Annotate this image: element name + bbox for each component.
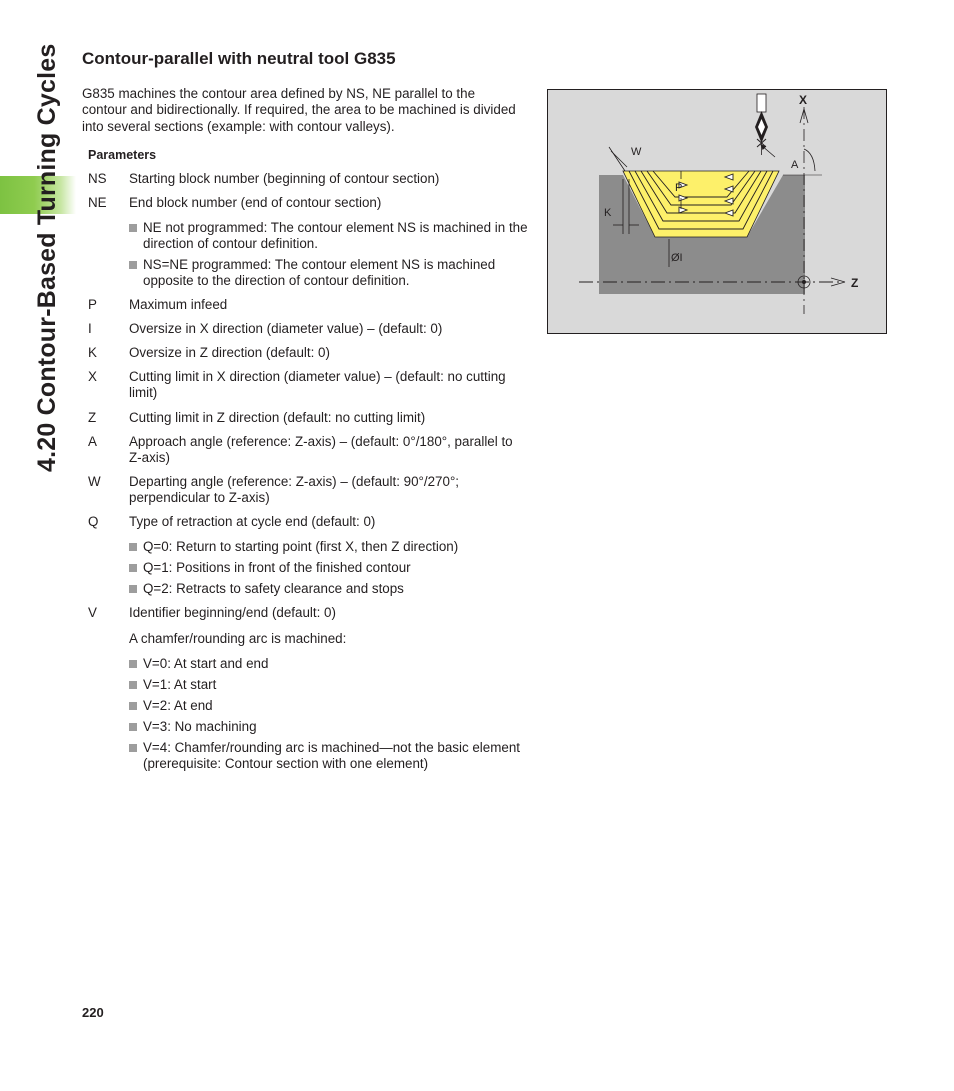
param-desc: Type of retraction at cycle end (default: 0): [129, 514, 376, 529]
bullet-square-icon: [129, 564, 137, 572]
param-desc: Identifier beginning/end (default: 0): [129, 605, 336, 620]
svg-text:W: W: [631, 146, 642, 158]
origin-dot: [802, 280, 806, 284]
param-key: W: [88, 474, 101, 489]
param-key: Q: [88, 514, 99, 529]
section-heading: Contour-parallel with neutral tool G835: [82, 49, 396, 68]
bullet-square-icon: [129, 681, 137, 689]
param-key: NE: [88, 195, 107, 210]
svg-text:A: A: [791, 159, 799, 171]
param-key: K: [88, 345, 97, 360]
param-key: NS: [88, 171, 107, 186]
v-note: A chamfer/rounding arc is machined:: [129, 631, 347, 646]
param-desc: Oversize in X direction (diameter value) – (default: 0): [129, 321, 443, 336]
bullet-square-icon: [129, 702, 137, 710]
svg-text:P: P: [675, 182, 683, 194]
param-key: X: [88, 369, 97, 384]
param-key: A: [88, 434, 97, 449]
z-axis-label: Z: [851, 276, 859, 290]
param-desc: Maximum infeed: [129, 297, 228, 312]
param-desc: Approach angle (reference: Z-axis) – (default: 0°/180°, parallel to Z-axis): [129, 434, 513, 466]
intro-paragraph: G835 machines the contour area defined by NS, NE parallel to the contour and bidirectionally. If required, the area to be machined is divided into several sections (example: with contour valleys).: [82, 86, 516, 134]
bullet-square-icon: [129, 744, 137, 752]
param-desc: Cutting limit in X direction (diameter value) – (default: no cutting limit): [129, 369, 506, 401]
param-desc: Cutting limit in Z direction (default: no cutting limit): [129, 410, 426, 425]
bullet-square-icon: [129, 261, 137, 269]
cycle-diagram: [547, 89, 887, 334]
param-desc: End block number (end of contour section): [129, 195, 382, 210]
param-key: I: [88, 321, 92, 336]
bullet-square-icon: [129, 543, 137, 551]
param-desc: Departing angle (reference: Z-axis) – (default: 90°/270°; perpendicular to Z-axis): [129, 474, 460, 506]
x-axis-label: X: [799, 93, 808, 107]
bullet-square-icon: [129, 723, 137, 731]
param-key: V: [88, 605, 97, 620]
param-desc: Oversize in Z direction (default: 0): [129, 345, 330, 360]
param-key: P: [88, 297, 97, 312]
param-key: Z: [88, 410, 97, 425]
svg-text:K: K: [604, 207, 612, 219]
bullet-square-icon: [129, 224, 137, 232]
parameters-heading: Parameters: [88, 148, 157, 162]
chapter-side-title: 4.20 Contour-Based Turning Cycles: [33, 43, 61, 472]
param-desc: Starting block number (beginning of contour section): [129, 171, 440, 186]
bullet-square-icon: [129, 660, 137, 668]
svg-text:ØI: ØI: [671, 252, 683, 264]
page-number: 220: [82, 1005, 104, 1020]
bullet-square-icon: [129, 585, 137, 593]
